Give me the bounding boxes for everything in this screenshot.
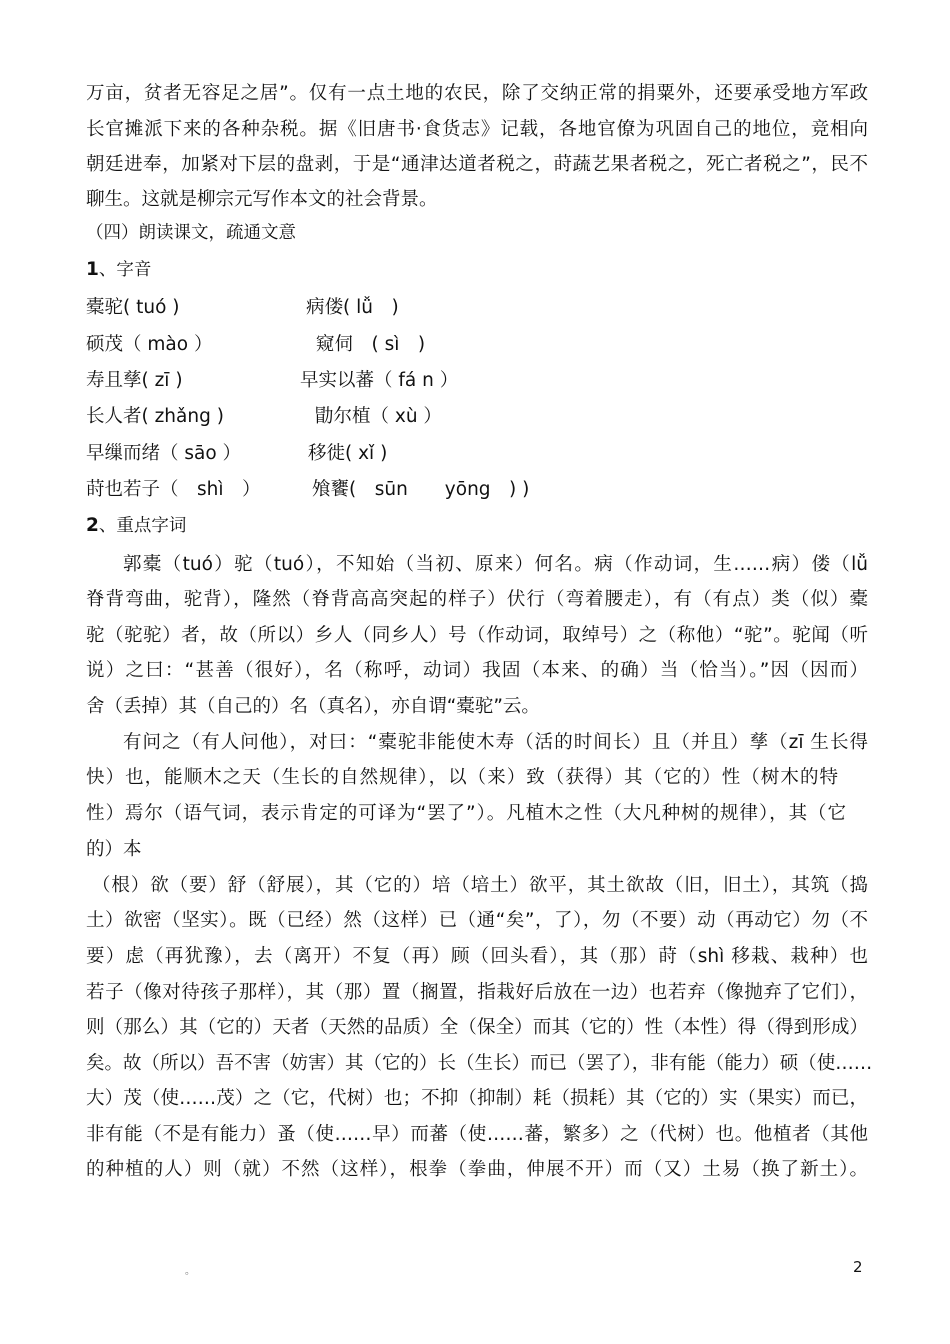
- pronunciation-right: 移徙( xǐ ): [308, 443, 388, 464]
- section-heading: （四）朗读课文，疏通文意: [86, 223, 296, 243]
- body-line: 舍（丢掉）其（自己的）名（真名），亦自谓“橐驼”云。: [86, 696, 540, 717]
- pronunciation-right: 窥伺 ( sì ): [316, 334, 426, 355]
- body-line: 驼（驼驼）者，故（所以）乡人（同乡人）号（作动词，取绰号）之（称他）“驼”。驼闻（听: [86, 625, 868, 646]
- body-line: 有问之（有人问他），对曰：“橐驼非能使木寿（活的时间长）且（并且）孳（zī 生长得: [123, 732, 868, 753]
- pronunciation-left: 硕茂（ mào ）: [86, 334, 213, 355]
- intro-line: 朝廷进奉，加紧对下层的盘剥，于是“通津达道者税之，莳蔬艺果者税之，死亡者税之”，民不: [86, 154, 868, 175]
- body-line: 则（那么）其（它的）天者（天然的品质）全（保全）而其（它的）性（本性）得（得到形成）: [86, 1017, 868, 1038]
- footer-mark: 。: [185, 1266, 195, 1277]
- intro-line: 长官摊派下来的各种杂税。据《旧唐书·食货志》记载，各地官僚为巩固自己的地位，竞相向: [86, 119, 868, 140]
- body-line: 说）之曰：“甚善（很好），名（称呼，动词）我固（本来、的确）当（恰当）。”因（因而）: [86, 660, 868, 681]
- body-line: 矣。故（所以）吾不害（妨害）其（它的）长（生长）而已（罢了），非有能（能力）硕（使……: [86, 1053, 873, 1074]
- body-line: （根）欲（要）舒（舒展），其（它的）培（培土）欲平，其土欲故（旧，旧土），其筑（捣: [92, 875, 868, 896]
- body-line: 脊背弯曲，驼背），隆然（脊背高高突起的样子）伏行（弯着腰走），有（有点）类（似）橐: [86, 589, 868, 610]
- pronunciation-right: 飧饔( sūn yōng ) ): [312, 479, 530, 500]
- subheading-number: 1: [86, 259, 99, 280]
- body-line: 快）也，能顺木之天（生长的自然规律），以（来）致（获得）其（它的）性（树木的特: [86, 767, 838, 788]
- intro-line: 万亩，贫者无容足之居”。仅有一点土地的农民，除了交纳正常的捐粟外，还要承受地方军政: [86, 83, 868, 104]
- intro-line: 聊生。这就是柳宗元写作本文的社会背景。: [86, 189, 438, 210]
- body-line: 大）茂（使……茂）之（它，代树）也；不抑（抑制）耗（损耗）其（它的）实（果实）而已，: [86, 1088, 868, 1109]
- body-line: 土）欲密（坚实）。既（已经）然（这样）已（通“矣”，了），勿（不要）动（再动它）勿（不: [86, 910, 868, 931]
- body-line: 性）焉尔（语气词，表示肯定的可译为“罢了”）。凡植木之性（大凡种树的规律），其（它: [86, 803, 846, 824]
- subheading-label: 、字音: [98, 260, 152, 280]
- pronunciation-left: 长人者( zhǎng ): [86, 406, 224, 427]
- subheading-label: 、重点字词: [98, 516, 187, 536]
- body-line: 的）本: [86, 839, 142, 860]
- body-line: 的种植的人）则（就）不然（这样），根拳（拳曲，伸展不开）而（又）土易（换了新土）。: [86, 1159, 868, 1180]
- pronunciation-right: 勖尔植（ xù ）: [315, 406, 442, 427]
- body-line: 若子（像对待孩子那样），其（那）置（搁置，指栽好后放在一边）也若弃（像抛弃了它们），: [86, 982, 868, 1003]
- page-number: 2: [853, 1258, 863, 1276]
- body-line: 非有能（不是有能力）蚤（使……早）而蕃（使……蕃，繁多）之（代树）也。他植者（其他: [86, 1124, 868, 1145]
- pronunciation-left: 寿且孳( zī ): [86, 370, 183, 391]
- pronunciation-right: 病偻( lǚ ): [306, 297, 399, 318]
- pronunciation-left: 早缫而绪（ sāo ）: [86, 443, 242, 464]
- pronunciation-right: 早实以蕃（ fá n ）: [300, 370, 459, 391]
- subheading-number: 2: [86, 515, 99, 536]
- body-line: 郭橐（tuó）驼（tuó），不知始（当初、原来）何名。病（作动词，生……病）偻（lǚ: [123, 554, 868, 575]
- subheading-key-words: [86, 517, 186, 536]
- subheading-pronunciation: [86, 261, 151, 280]
- pronunciation-left: 橐驼( tuó ): [86, 297, 180, 318]
- pronunciation-left: 莳也若子（ shì ）: [86, 479, 261, 500]
- body-line: 要）虑（再犹豫），去（离开）不复（再）顾（回头看），其（那）莳（shì 移栽、栽种）也: [86, 946, 868, 967]
